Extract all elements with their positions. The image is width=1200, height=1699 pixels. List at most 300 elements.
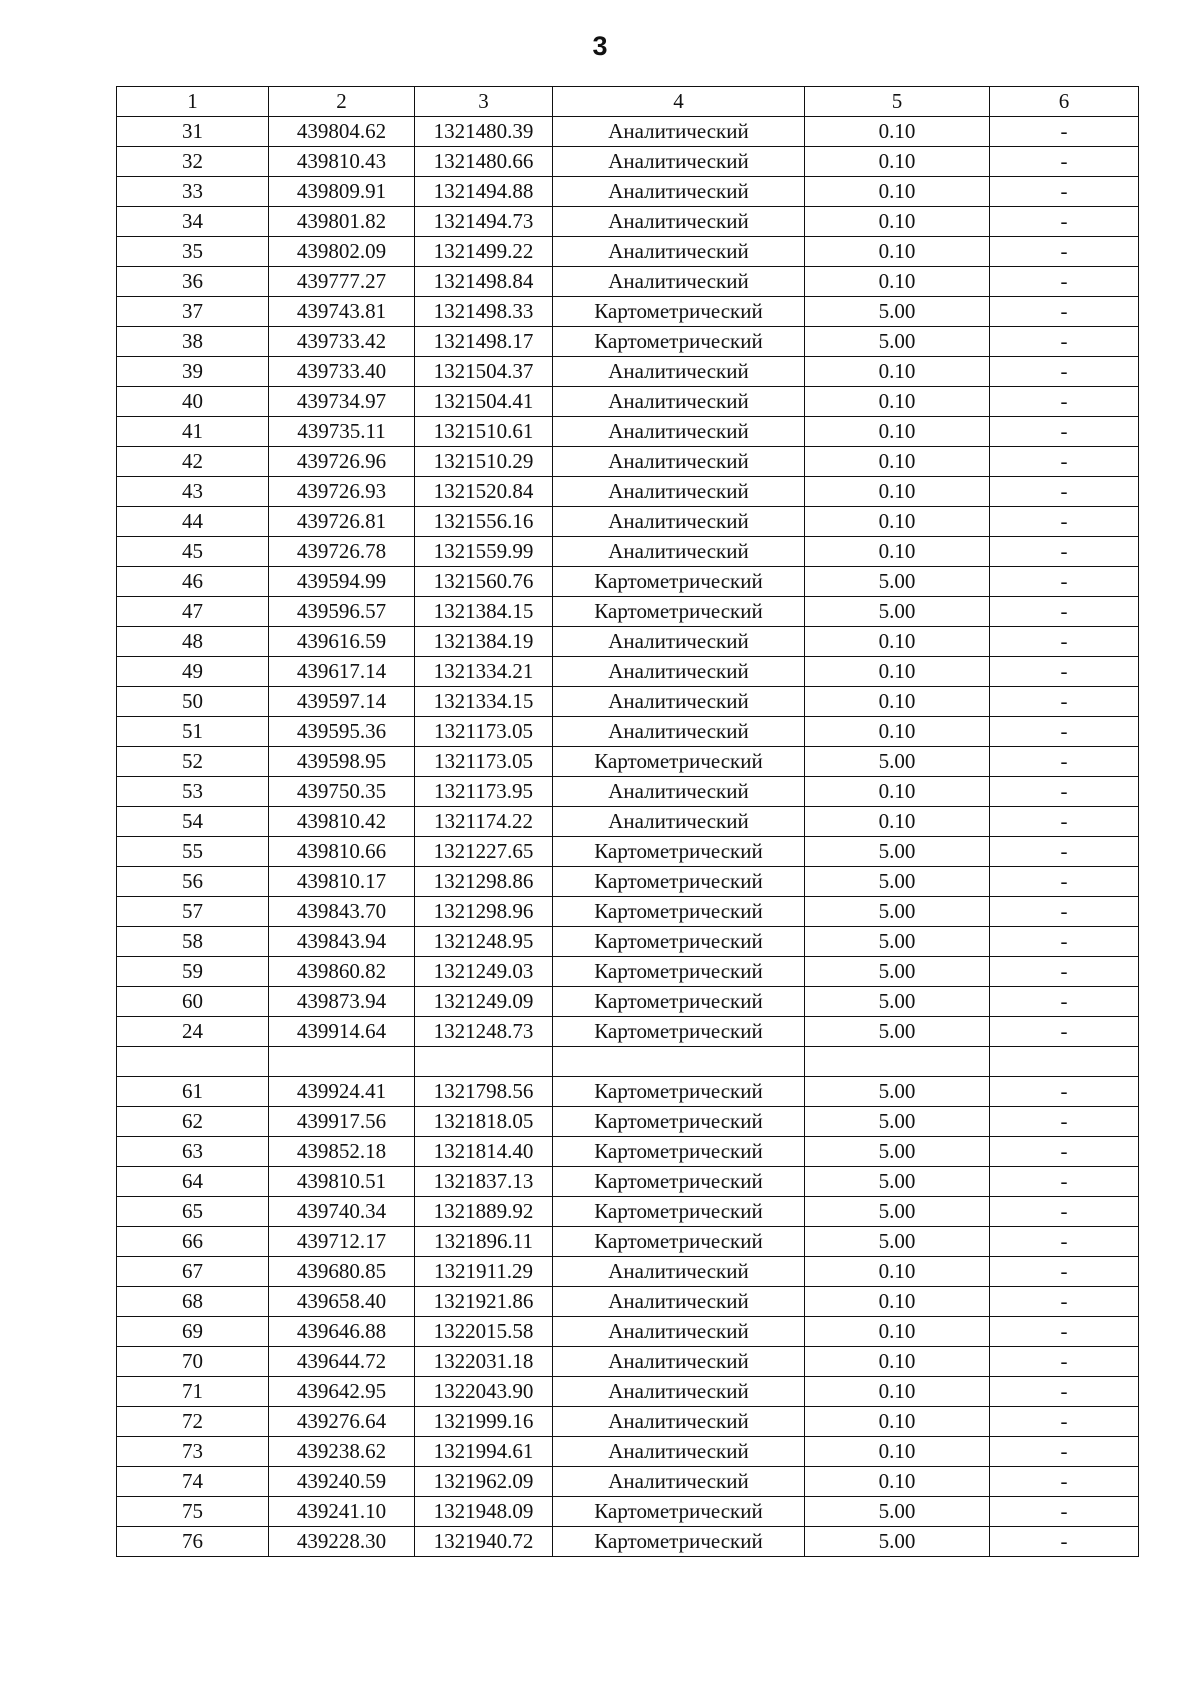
accuracy-cell: 0.10: [805, 177, 990, 207]
y-coordinate-cell: 1321173.05: [415, 747, 553, 777]
table-row: [117, 297, 1139, 327]
y-coordinate-cell: 1321837.13: [415, 1167, 553, 1197]
table-row: [117, 1377, 1139, 1407]
point-number-cell: 39: [117, 357, 269, 387]
table-row: [117, 417, 1139, 447]
note-cell: -: [990, 147, 1139, 177]
accuracy-cell: 0.10: [805, 417, 990, 447]
note-cell: -: [990, 627, 1139, 657]
method-cell: Аналитический: [553, 1287, 805, 1317]
accuracy-cell: 0.10: [805, 237, 990, 267]
point-number-cell: 62: [117, 1107, 269, 1137]
method-cell: Аналитический: [553, 717, 805, 747]
accuracy-cell: 5.00: [805, 1497, 990, 1527]
y-coordinate-cell: 1321498.33: [415, 297, 553, 327]
header-cell-6: 6: [990, 87, 1139, 117]
note-cell: [990, 1047, 1139, 1077]
method-cell: Картометрический: [553, 1527, 805, 1557]
y-coordinate-cell: 1321559.99: [415, 537, 553, 567]
accuracy-cell: 0.10: [805, 147, 990, 177]
note-cell: -: [990, 1467, 1139, 1497]
x-coordinate-cell: 439810.43: [269, 147, 415, 177]
note-cell: -: [990, 1017, 1139, 1047]
accuracy-cell: 5.00: [805, 837, 990, 867]
table-row: [117, 1467, 1139, 1497]
point-number-cell: 55: [117, 837, 269, 867]
y-coordinate-cell: 1321384.15: [415, 597, 553, 627]
point-number-cell: 72: [117, 1407, 269, 1437]
accuracy-cell: 5.00: [805, 867, 990, 897]
point-number-cell: 50: [117, 687, 269, 717]
point-number-cell: 60: [117, 987, 269, 1017]
method-cell: Картометрический: [553, 1137, 805, 1167]
x-coordinate-cell: 439810.51: [269, 1167, 415, 1197]
x-coordinate-cell: 439810.42: [269, 807, 415, 837]
method-cell: Аналитический: [553, 237, 805, 267]
method-cell: Аналитический: [553, 477, 805, 507]
note-cell: -: [990, 897, 1139, 927]
method-cell: Аналитический: [553, 1377, 805, 1407]
x-coordinate-cell: 439733.40: [269, 357, 415, 387]
point-number-cell: 41: [117, 417, 269, 447]
y-coordinate-cell: 1321480.66: [415, 147, 553, 177]
note-cell: -: [990, 777, 1139, 807]
point-number-cell: 48: [117, 627, 269, 657]
table-row: [117, 567, 1139, 597]
note-cell: -: [990, 1137, 1139, 1167]
point-number-cell: 51: [117, 717, 269, 747]
y-coordinate-cell: 1321921.86: [415, 1287, 553, 1317]
x-coordinate-cell: 439843.94: [269, 927, 415, 957]
y-coordinate-cell: 1321334.21: [415, 657, 553, 687]
note-cell: -: [990, 1257, 1139, 1287]
y-coordinate-cell: 1321334.15: [415, 687, 553, 717]
note-cell: -: [990, 1077, 1139, 1107]
method-cell: Аналитический: [553, 387, 805, 417]
accuracy-cell: 5.00: [805, 1527, 990, 1557]
note-cell: -: [990, 1407, 1139, 1437]
x-coordinate-cell: 439726.81: [269, 507, 415, 537]
table-row: [117, 1197, 1139, 1227]
x-coordinate-cell: 439240.59: [269, 1467, 415, 1497]
point-number-cell: 42: [117, 447, 269, 477]
header-cell-4: 4: [553, 87, 805, 117]
note-cell: -: [990, 327, 1139, 357]
x-coordinate-cell: 439644.72: [269, 1347, 415, 1377]
table-row: [117, 1287, 1139, 1317]
table-row: [117, 507, 1139, 537]
accuracy-cell: 0.10: [805, 657, 990, 687]
method-cell: Аналитический: [553, 1407, 805, 1437]
x-coordinate-cell: 439596.57: [269, 597, 415, 627]
x-coordinate-cell: 439733.42: [269, 327, 415, 357]
note-cell: -: [990, 867, 1139, 897]
method-cell: Картометрический: [553, 867, 805, 897]
header-cell-3: 3: [415, 87, 553, 117]
x-coordinate-cell: 439740.34: [269, 1197, 415, 1227]
accuracy-cell: 0.10: [805, 1317, 990, 1347]
x-coordinate-cell: [269, 1047, 415, 1077]
table-row: [117, 987, 1139, 1017]
method-cell: Аналитический: [553, 177, 805, 207]
method-cell: Картометрический: [553, 567, 805, 597]
note-cell: -: [990, 1437, 1139, 1467]
point-number-cell: 65: [117, 1197, 269, 1227]
point-number-cell: 58: [117, 927, 269, 957]
x-coordinate-cell: 439750.35: [269, 777, 415, 807]
note-cell: -: [990, 687, 1139, 717]
y-coordinate-cell: 1321498.17: [415, 327, 553, 357]
point-number-cell: 38: [117, 327, 269, 357]
table-row: [117, 267, 1139, 297]
accuracy-cell: 5.00: [805, 987, 990, 1017]
accuracy-cell: 0.10: [805, 777, 990, 807]
header-cell-1: 1: [117, 87, 269, 117]
point-number-cell: 36: [117, 267, 269, 297]
accuracy-cell: 0.10: [805, 627, 990, 657]
x-coordinate-cell: 439598.95: [269, 747, 415, 777]
note-cell: -: [990, 987, 1139, 1017]
x-coordinate-cell: 439658.40: [269, 1287, 415, 1317]
point-number-cell: 64: [117, 1167, 269, 1197]
point-number-cell: 47: [117, 597, 269, 627]
point-number-cell: 52: [117, 747, 269, 777]
table-row: [117, 657, 1139, 687]
note-cell: -: [990, 477, 1139, 507]
accuracy-cell: 0.10: [805, 117, 990, 147]
table-row: [117, 447, 1139, 477]
x-coordinate-cell: 439777.27: [269, 267, 415, 297]
x-coordinate-cell: 439228.30: [269, 1527, 415, 1557]
method-cell: Аналитический: [553, 357, 805, 387]
note-cell: -: [990, 1317, 1139, 1347]
method-cell: Картометрический: [553, 1077, 805, 1107]
point-number-cell: 68: [117, 1287, 269, 1317]
x-coordinate-cell: 439616.59: [269, 627, 415, 657]
accuracy-cell: 0.10: [805, 807, 990, 837]
point-number-cell: 59: [117, 957, 269, 987]
x-coordinate-cell: 439802.09: [269, 237, 415, 267]
method-cell: Аналитический: [553, 627, 805, 657]
table-row: [117, 327, 1139, 357]
table-row: [117, 1317, 1139, 1347]
accuracy-cell: 0.10: [805, 717, 990, 747]
note-cell: -: [990, 567, 1139, 597]
accuracy-cell: 0.10: [805, 1257, 990, 1287]
y-coordinate-cell: 1321560.76: [415, 567, 553, 597]
y-coordinate-cell: 1321173.05: [415, 717, 553, 747]
point-number-cell: 61: [117, 1077, 269, 1107]
accuracy-cell: 5.00: [805, 1017, 990, 1047]
x-coordinate-cell: 439924.41: [269, 1077, 415, 1107]
x-coordinate-cell: 439810.66: [269, 837, 415, 867]
y-coordinate-cell: 1321249.09: [415, 987, 553, 1017]
table-row: [117, 807, 1139, 837]
header-cell-2: 2: [269, 87, 415, 117]
note-cell: -: [990, 537, 1139, 567]
x-coordinate-cell: 439238.62: [269, 1437, 415, 1467]
method-cell: Картометрический: [553, 327, 805, 357]
y-coordinate-cell: 1321948.09: [415, 1497, 553, 1527]
accuracy-cell: 5.00: [805, 747, 990, 777]
method-cell: Аналитический: [553, 507, 805, 537]
x-coordinate-cell: 439594.99: [269, 567, 415, 597]
x-coordinate-cell: 439597.14: [269, 687, 415, 717]
x-coordinate-cell: 439734.97: [269, 387, 415, 417]
note-cell: -: [990, 297, 1139, 327]
accuracy-cell: 5.00: [805, 327, 990, 357]
y-coordinate-cell: 1321298.96: [415, 897, 553, 927]
point-number-cell: 69: [117, 1317, 269, 1347]
accuracy-cell: 0.10: [805, 687, 990, 717]
x-coordinate-cell: 439743.81: [269, 297, 415, 327]
y-coordinate-cell: 1321510.61: [415, 417, 553, 447]
point-number-cell: 32: [117, 147, 269, 177]
x-coordinate-cell: 439809.91: [269, 177, 415, 207]
x-coordinate-cell: 439735.11: [269, 417, 415, 447]
table-row: [117, 357, 1139, 387]
x-coordinate-cell: 439642.95: [269, 1377, 415, 1407]
note-cell: -: [990, 807, 1139, 837]
table-row: [117, 687, 1139, 717]
point-number-cell: 31: [117, 117, 269, 147]
table-row: [117, 1527, 1139, 1557]
point-number-cell: 54: [117, 807, 269, 837]
y-coordinate-cell: 1321298.86: [415, 867, 553, 897]
table-row: [117, 897, 1139, 927]
note-cell: -: [990, 1107, 1139, 1137]
point-number-cell: 43: [117, 477, 269, 507]
method-cell: Аналитический: [553, 1347, 805, 1377]
y-coordinate-cell: 1321520.84: [415, 477, 553, 507]
table-row: [117, 477, 1139, 507]
accuracy-cell: 5.00: [805, 1167, 990, 1197]
method-cell: Аналитический: [553, 447, 805, 477]
table-row: [117, 387, 1139, 417]
table-row: [117, 867, 1139, 897]
note-cell: -: [990, 507, 1139, 537]
note-cell: -: [990, 267, 1139, 297]
x-coordinate-cell: 439843.70: [269, 897, 415, 927]
y-coordinate-cell: 1321249.03: [415, 957, 553, 987]
accuracy-cell: 5.00: [805, 957, 990, 987]
accuracy-cell: 5.00: [805, 1197, 990, 1227]
note-cell: -: [990, 927, 1139, 957]
y-coordinate-cell: 1321494.88: [415, 177, 553, 207]
point-number-cell: 34: [117, 207, 269, 237]
y-coordinate-cell: 1321174.22: [415, 807, 553, 837]
x-coordinate-cell: 439852.18: [269, 1137, 415, 1167]
table-row: [117, 957, 1139, 987]
x-coordinate-cell: 439617.14: [269, 657, 415, 687]
method-cell: Аналитический: [553, 657, 805, 687]
table-row: [117, 597, 1139, 627]
method-cell: Картометрический: [553, 837, 805, 867]
coordinates-table: [116, 86, 1139, 1557]
note-cell: -: [990, 117, 1139, 147]
point-number-cell: [117, 1047, 269, 1077]
y-coordinate-cell: 1321510.29: [415, 447, 553, 477]
point-number-cell: 53: [117, 777, 269, 807]
accuracy-cell: 5.00: [805, 297, 990, 327]
method-cell: Аналитический: [553, 267, 805, 297]
y-coordinate-cell: 1321999.16: [415, 1407, 553, 1437]
page-number: 3: [592, 31, 608, 61]
table-row: [117, 1497, 1139, 1527]
table-row: [117, 1167, 1139, 1197]
y-coordinate-cell: 1321940.72: [415, 1527, 553, 1557]
y-coordinate-cell: 1322043.90: [415, 1377, 553, 1407]
accuracy-cell: 0.10: [805, 1467, 990, 1497]
x-coordinate-cell: 439726.78: [269, 537, 415, 567]
accuracy-cell: 0.10: [805, 207, 990, 237]
note-cell: -: [990, 447, 1139, 477]
table-row: [117, 747, 1139, 777]
x-coordinate-cell: 439276.64: [269, 1407, 415, 1437]
note-cell: -: [990, 1167, 1139, 1197]
accuracy-cell: 0.10: [805, 267, 990, 297]
note-cell: -: [990, 417, 1139, 447]
note-cell: -: [990, 747, 1139, 777]
accuracy-cell: 0.10: [805, 1287, 990, 1317]
table-row: [117, 1407, 1139, 1437]
note-cell: -: [990, 717, 1139, 747]
x-coordinate-cell: 439860.82: [269, 957, 415, 987]
method-cell: Картометрический: [553, 1167, 805, 1197]
x-coordinate-cell: 439646.88: [269, 1317, 415, 1347]
y-coordinate-cell: 1321911.29: [415, 1257, 553, 1287]
y-coordinate-cell: 1321994.61: [415, 1437, 553, 1467]
note-cell: -: [990, 1527, 1139, 1557]
method-cell: Аналитический: [553, 1257, 805, 1287]
point-number-cell: 74: [117, 1467, 269, 1497]
y-coordinate-cell: 1321556.16: [415, 507, 553, 537]
header-cell-5: 5: [805, 87, 990, 117]
table-row: [117, 837, 1139, 867]
y-coordinate-cell: 1321227.65: [415, 837, 553, 867]
y-coordinate-cell: 1321498.84: [415, 267, 553, 297]
point-number-cell: 56: [117, 867, 269, 897]
y-coordinate-cell: 1321248.73: [415, 1017, 553, 1047]
note-cell: -: [990, 1377, 1139, 1407]
method-cell: Аналитический: [553, 1437, 805, 1467]
y-coordinate-cell: 1321814.40: [415, 1137, 553, 1167]
accuracy-cell: 0.10: [805, 1347, 990, 1377]
table-row: [117, 1047, 1139, 1077]
table-row: [117, 777, 1139, 807]
point-number-cell: 35: [117, 237, 269, 267]
y-coordinate-cell: 1321480.39: [415, 117, 553, 147]
note-cell: -: [990, 207, 1139, 237]
method-cell: [553, 1047, 805, 1077]
method-cell: Картометрический: [553, 1017, 805, 1047]
point-number-cell: 67: [117, 1257, 269, 1287]
note-cell: -: [990, 1197, 1139, 1227]
y-coordinate-cell: [415, 1047, 553, 1077]
y-coordinate-cell: 1322015.58: [415, 1317, 553, 1347]
method-cell: Аналитический: [553, 417, 805, 447]
y-coordinate-cell: 1321248.95: [415, 927, 553, 957]
y-coordinate-cell: 1321818.05: [415, 1107, 553, 1137]
table-row: [117, 1137, 1139, 1167]
table-row: [117, 537, 1139, 567]
y-coordinate-cell: 1321384.19: [415, 627, 553, 657]
table-row: [117, 1347, 1139, 1377]
point-number-cell: 70: [117, 1347, 269, 1377]
point-number-cell: 66: [117, 1227, 269, 1257]
method-cell: Картометрический: [553, 597, 805, 627]
table-row: [117, 927, 1139, 957]
y-coordinate-cell: 1321173.95: [415, 777, 553, 807]
table-row: [117, 627, 1139, 657]
x-coordinate-cell: 439914.64: [269, 1017, 415, 1047]
method-cell: Аналитический: [553, 1467, 805, 1497]
point-number-cell: 63: [117, 1137, 269, 1167]
point-number-cell: 46: [117, 567, 269, 597]
accuracy-cell: 5.00: [805, 1227, 990, 1257]
accuracy-cell: 5.00: [805, 927, 990, 957]
x-coordinate-cell: 439801.82: [269, 207, 415, 237]
y-coordinate-cell: 1321504.37: [415, 357, 553, 387]
y-coordinate-cell: 1321889.92: [415, 1197, 553, 1227]
method-cell: Картометрический: [553, 1497, 805, 1527]
table-row: [117, 1107, 1139, 1137]
x-coordinate-cell: 439241.10: [269, 1497, 415, 1527]
x-coordinate-cell: 439726.93: [269, 477, 415, 507]
method-cell: Аналитический: [553, 117, 805, 147]
method-cell: Аналитический: [553, 807, 805, 837]
table-row: [117, 1227, 1139, 1257]
point-number-cell: 75: [117, 1497, 269, 1527]
y-coordinate-cell: 1321962.09: [415, 1467, 553, 1497]
point-number-cell: 24: [117, 1017, 269, 1047]
point-number-cell: 49: [117, 657, 269, 687]
accuracy-cell: 0.10: [805, 357, 990, 387]
x-coordinate-cell: 439712.17: [269, 1227, 415, 1257]
method-cell: Аналитический: [553, 207, 805, 237]
accuracy-cell: 5.00: [805, 1077, 990, 1107]
accuracy-cell: 0.10: [805, 1377, 990, 1407]
method-cell: Картометрический: [553, 897, 805, 927]
y-coordinate-cell: 1321798.56: [415, 1077, 553, 1107]
method-cell: Аналитический: [553, 777, 805, 807]
note-cell: -: [990, 237, 1139, 267]
x-coordinate-cell: 439726.96: [269, 447, 415, 477]
note-cell: -: [990, 177, 1139, 207]
point-number-cell: 71: [117, 1377, 269, 1407]
y-coordinate-cell: 1322031.18: [415, 1347, 553, 1377]
table-row: [117, 207, 1139, 237]
point-number-cell: 44: [117, 507, 269, 537]
table-row: [117, 1077, 1139, 1107]
method-cell: Картометрический: [553, 957, 805, 987]
header-row: [117, 87, 1139, 117]
note-cell: -: [990, 1497, 1139, 1527]
accuracy-cell: 0.10: [805, 537, 990, 567]
method-cell: Аналитический: [553, 687, 805, 717]
note-cell: -: [990, 1347, 1139, 1377]
method-cell: Аналитический: [553, 1317, 805, 1347]
note-cell: -: [990, 357, 1139, 387]
x-coordinate-cell: 439595.36: [269, 717, 415, 747]
table-header: [117, 87, 1139, 117]
method-cell: Аналитический: [553, 537, 805, 567]
method-cell: Картометрический: [553, 1107, 805, 1137]
accuracy-cell: 5.00: [805, 597, 990, 627]
table-row: [117, 147, 1139, 177]
accuracy-cell: 5.00: [805, 1137, 990, 1167]
point-number-cell: 40: [117, 387, 269, 417]
